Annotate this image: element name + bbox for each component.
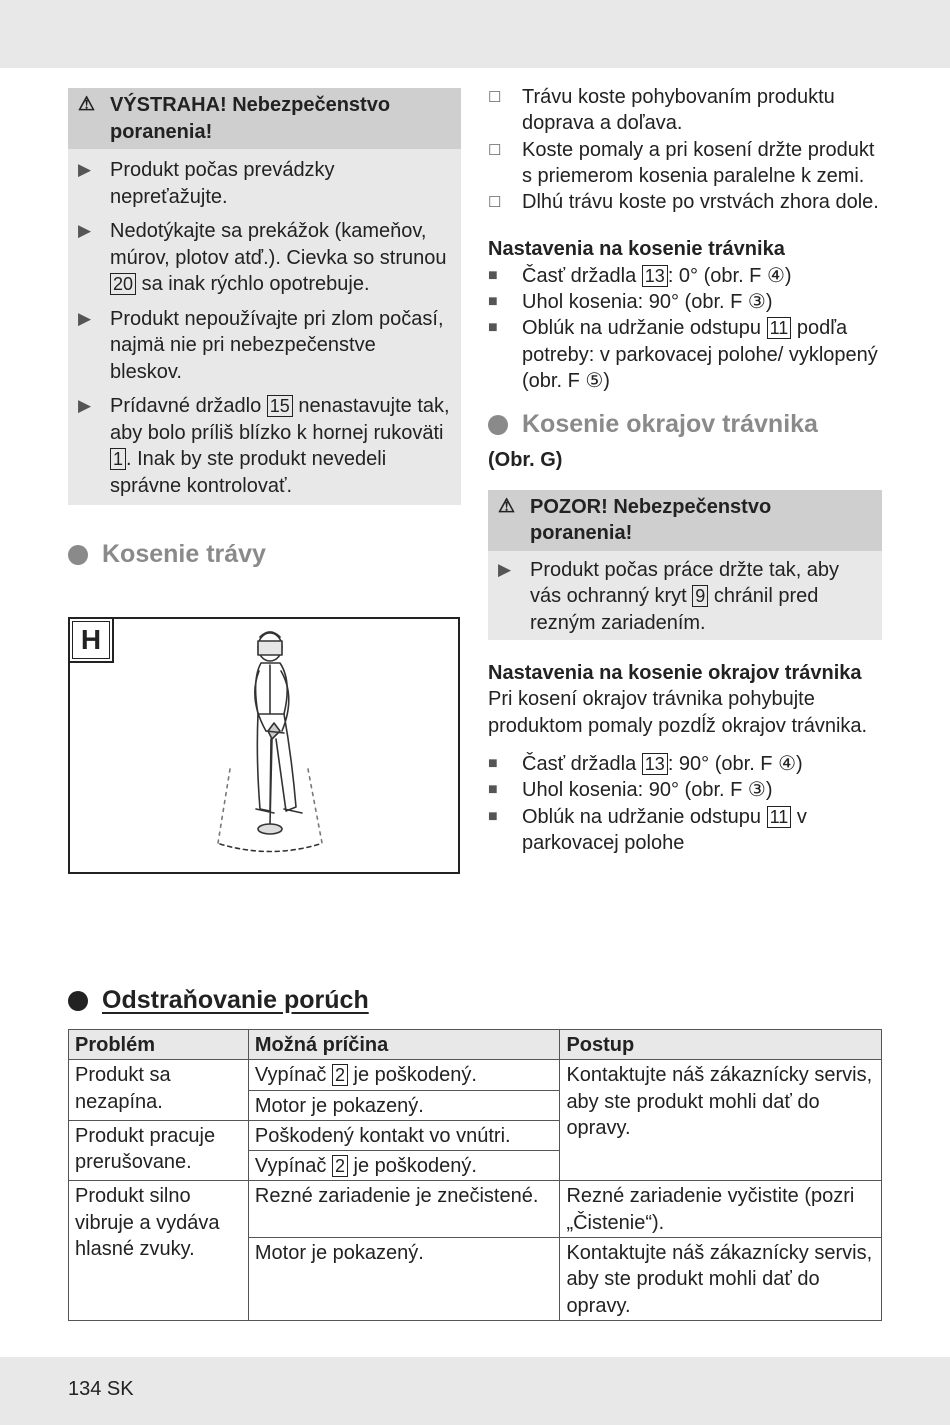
table-cell-cause: Vypínač 2 je poškodený.	[248, 1060, 560, 1090]
table-cell-cause: Vypínač 2 je poškodený.	[248, 1151, 560, 1181]
text-part: podľa potreby: v parkovacej polohe/ vyklopený (obr. F ⑤)	[522, 317, 878, 392]
list-item	[488, 189, 882, 216]
warning-item-text	[110, 218, 451, 298]
mowing-tips-list	[488, 84, 882, 216]
part-number: 2	[332, 1155, 348, 1177]
troubleshooting-title-text: Odstraňovanie porúch	[102, 986, 369, 1014]
text-part: Uhol kosenia: 90° (obr. F ③)	[522, 291, 773, 314]
part-number: 20	[110, 273, 136, 295]
list-item	[488, 84, 882, 137]
list-item-text: Trávu koste pohybovaním produktu doprava a doľava.	[522, 86, 835, 135]
text-part: nenastavujte tak, aby bolo príliš blízko k hornej rukoväti	[110, 395, 450, 444]
list-item-text: Dlhú trávu koste po vrstvách zhora dole.	[522, 191, 879, 214]
text-part: Produkt počas prevádzky nepreťažujte.	[110, 159, 335, 208]
part-number: 11	[767, 806, 792, 828]
arrow-right-icon: ▶	[78, 396, 92, 415]
warning-item-text	[110, 393, 451, 499]
list-item-text	[522, 263, 792, 289]
troubleshooting-title	[68, 986, 369, 1015]
text-part: Časť držadla	[522, 752, 642, 775]
arrow-right-icon: ▶	[78, 160, 92, 179]
warning-item-text	[110, 157, 451, 210]
part-number: 13	[642, 753, 668, 775]
table-cell-problem: Produkt silno vibruje a vydáva hlasné zvuky.	[69, 1181, 249, 1320]
warning-item	[68, 218, 461, 298]
warning-item-text	[110, 306, 451, 386]
figure-label: H	[70, 619, 114, 663]
part-number: 9	[692, 585, 708, 607]
list-item	[488, 777, 882, 803]
text-part: Nedotýkajte sa prekážok (kameňov, múrov, plotov atď.). Cievka so strunou	[110, 220, 447, 269]
text-part: Oblúk na udržanie odstupu	[522, 317, 767, 340]
caution-box	[488, 490, 882, 641]
bullet-dot-icon	[68, 545, 88, 565]
square-bullet-icon: ■	[488, 754, 498, 772]
caution-title: POZOR! Nebezpečenstvo poranenia!	[530, 495, 772, 545]
arrow-right-icon: ▶	[498, 559, 512, 579]
text-part: v parkovacej polohe	[522, 805, 807, 854]
person-trimmer-illustration	[70, 619, 462, 876]
checkbox-square-icon: ☐	[488, 194, 502, 212]
list-item-text: Koste pomaly a pri kosení držte produkt s priemerom kosenia paralelne k zemi.	[522, 138, 875, 187]
table-cell-cause: Poškodený kontakt vo vnútri.	[248, 1120, 560, 1150]
edge-settings-list	[488, 751, 882, 856]
square-bullet-icon: ■	[488, 293, 498, 311]
table-row	[69, 1181, 882, 1238]
text-part: : 0° (obr. F ④)	[667, 264, 792, 287]
text-part: Produkt nepoužívajte pri zlom počasí, najmä nie pri nebezpečenstve bleskov.	[110, 307, 444, 383]
bottom-band	[0, 1357, 950, 1425]
bullet-dot-icon	[488, 415, 508, 435]
warning-header	[68, 88, 461, 149]
section-title-text: Kosenie okrajov trávnika	[522, 410, 818, 439]
page-number: 134 SK	[68, 1378, 134, 1400]
warning-triangle-icon: ⚠	[78, 94, 96, 115]
text-part: : 90° (obr. F ④)	[667, 752, 803, 775]
list-item-text	[522, 777, 772, 803]
square-bullet-icon: ■	[488, 319, 498, 337]
section-title-text: Kosenie trávy	[102, 540, 266, 568]
warning-item	[68, 157, 461, 210]
table-row	[69, 1060, 882, 1090]
part-number: 1	[110, 448, 126, 470]
arrow-right-icon: ▶	[78, 308, 92, 328]
list-item	[488, 804, 882, 857]
left-column	[68, 88, 461, 569]
arrow-right-icon: ▶	[78, 221, 92, 240]
text-part: Uhol kosenia: 90° (obr. F ③)	[522, 779, 773, 802]
checkbox-square-icon: ☐	[488, 141, 502, 159]
square-bullet-icon: ■	[488, 807, 498, 825]
square-bullet-icon: ■	[488, 266, 498, 284]
edge-settings-text: Pri kosení okrajov trávnika pohybujte produktom pomaly pozdĺž okrajov trávnika.	[488, 688, 868, 737]
figure-h	[68, 617, 460, 874]
section-title-mowing	[68, 540, 461, 569]
warning-box	[68, 88, 461, 505]
edge-settings-title: Nastavenia na kosenie okrajov trávnika	[488, 662, 862, 685]
table-cell-cause: Motor je pokazený.	[248, 1090, 560, 1120]
list-item	[488, 289, 882, 315]
table-header: Postup	[560, 1030, 882, 1060]
top-band	[0, 0, 950, 68]
table-cell-cause: Rezné zariadenie je znečistené.	[248, 1181, 560, 1238]
text-part: . Inak by ste produkt nevedeli správne kontrolovať.	[110, 448, 387, 497]
list-item-text	[522, 751, 803, 777]
lawn-settings-list	[488, 263, 882, 394]
warning-item	[68, 306, 461, 386]
part-number: 13	[642, 265, 668, 287]
warning-item	[68, 393, 461, 499]
table-cell-remedy: Kontaktujte náš zákaznícky servis, aby ste produkt mohli dať do opravy.	[560, 1060, 882, 1181]
table-cell-problem: Produkt pracuje prerušovane.	[69, 1120, 249, 1181]
text-part: sa inak rýchlo opotrebuje.	[136, 273, 370, 295]
table-cell-remedy: Kontaktujte náš zákaznícky servis, aby ste produkt mohli dať do opravy.	[560, 1238, 882, 1321]
list-item-text	[522, 315, 882, 394]
table-header: Možná príčina	[248, 1030, 560, 1060]
text-part: Oblúk na udržanie odstupu	[522, 805, 767, 828]
list-item	[488, 315, 882, 394]
text-part: Časť držadla	[522, 264, 642, 287]
table-header-row	[69, 1030, 882, 1060]
text-part: Prídavné držadlo	[110, 395, 267, 417]
caution-header	[488, 490, 882, 551]
right-column	[488, 84, 882, 856]
lawn-settings-title: Nastavenia na kosenie trávnika	[488, 238, 785, 261]
section-title-edges	[488, 410, 882, 439]
bullet-dot-icon	[68, 991, 88, 1011]
part-number: 2	[332, 1064, 348, 1086]
caution-text: Produkt počas práce držte tak, aby vás ochranný kryt 9 chránil pred rezným zariadením.	[530, 558, 840, 634]
list-item	[488, 751, 882, 777]
warning-title: VÝSTRAHA! Nebezpečenstvo poranenia!	[110, 94, 391, 143]
troubleshooting-table	[68, 1029, 882, 1321]
part-number: 15	[267, 395, 293, 417]
list-item-text	[522, 289, 772, 315]
list-item	[488, 137, 882, 190]
warning-list	[68, 157, 461, 505]
square-bullet-icon: ■	[488, 781, 498, 799]
checkbox-square-icon: ☐	[488, 89, 502, 106]
list-item	[488, 263, 882, 289]
list-item-text	[522, 804, 882, 857]
table-cell-remedy: Rezné zariadenie vyčistite (pozri „Čistenie“).	[560, 1181, 882, 1238]
part-number: 11	[767, 317, 792, 339]
table-cell-cause: Motor je pokazený.	[248, 1238, 560, 1321]
table-cell-problem: Produkt sa nezapína.	[69, 1060, 249, 1121]
table-header: Problém	[69, 1030, 249, 1060]
caution-item	[488, 557, 882, 641]
warning-triangle-icon: ⚠	[498, 495, 516, 517]
section-subtitle: (Obr. G)	[488, 449, 563, 472]
